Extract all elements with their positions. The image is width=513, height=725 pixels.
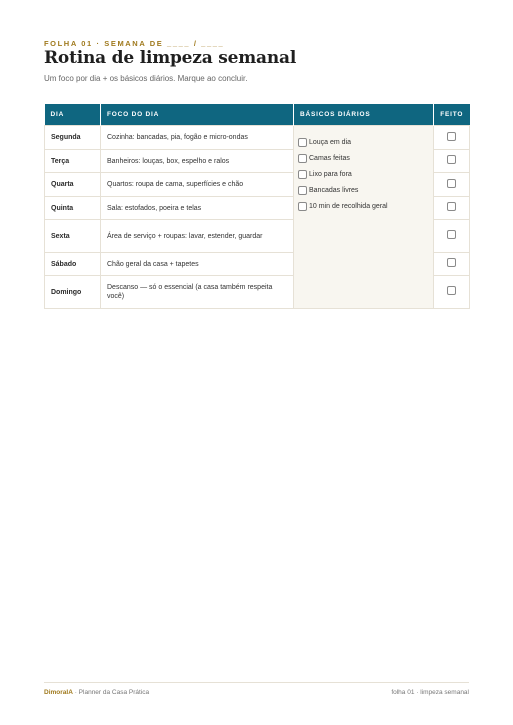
daily-basics-cell <box>294 126 434 309</box>
day-cell: Segunda <box>45 126 101 150</box>
day-cell: Sexta <box>45 220 101 253</box>
focus-cell: Chão geral da casa + tapetes <box>101 253 294 276</box>
cleaning-schedule-table <box>44 104 470 309</box>
done-cell <box>434 197 470 220</box>
done-cell <box>434 220 470 253</box>
day-cell: Domingo <box>45 276 101 309</box>
table-header-row <box>45 104 470 126</box>
page-label: folha 01 · limpeza semanal <box>391 689 469 696</box>
page-footer <box>44 682 469 696</box>
checkbox[interactable] <box>298 138 307 147</box>
focus-cell: Sala: estofados, poeira e telas <box>101 197 294 220</box>
checkbox[interactable] <box>298 170 307 179</box>
focus-cell: Descanso — só o essencial (a casa também respeita você) <box>101 276 294 309</box>
done-cell <box>434 173 470 197</box>
brand-name: DimoraIA <box>44 689 73 696</box>
day-cell: Sábado <box>45 253 101 276</box>
column-header-basics: BÁSICOS DIÁRIOS <box>294 104 434 126</box>
checkbox[interactable] <box>298 202 307 211</box>
table-row <box>45 126 470 150</box>
page-subtitle: Um foco por dia + os básicos diários. Marque ao concluir. <box>44 74 248 83</box>
focus-cell: Quartos: roupa de cama, superfícies e chão <box>101 173 294 197</box>
done-checkbox[interactable] <box>447 202 456 211</box>
done-cell <box>434 126 470 150</box>
basic-item <box>298 166 429 182</box>
week-eyebrow: FOLHA 01 · SEMANA DE ____ / ____ <box>44 39 225 48</box>
column-header-focus: FOCO DO DIA <box>101 104 294 126</box>
basic-item-label: 10 min de recolhida geral <box>309 202 388 210</box>
basic-item-label: Lixo para fora <box>309 170 352 178</box>
done-cell <box>434 253 470 276</box>
basic-item <box>298 150 429 166</box>
basic-item-label: Louça em dia <box>309 138 352 146</box>
done-checkbox[interactable] <box>447 286 456 295</box>
page-title: Rotina de limpeza semanal <box>44 48 297 68</box>
basic-item <box>298 198 429 214</box>
day-cell: Terça <box>45 150 101 173</box>
done-checkbox[interactable] <box>447 230 456 239</box>
done-checkbox[interactable] <box>447 132 456 141</box>
done-checkbox[interactable] <box>447 258 456 267</box>
footer-subtitle: · Planner da Casa Prática <box>72 689 150 696</box>
basic-item-label: Bancadas livres <box>309 186 359 194</box>
focus-cell: Cozinha: bancadas, pia, fogão e micro-ondas <box>101 126 294 150</box>
done-cell <box>434 276 470 309</box>
done-checkbox[interactable] <box>447 179 456 188</box>
focus-cell: Área de serviço + roupas: lavar, estender, guardar <box>101 220 294 253</box>
basic-item <box>298 134 429 150</box>
checkbox[interactable] <box>298 154 307 163</box>
basic-item-label: Camas feitas <box>309 154 350 162</box>
focus-cell: Banheiros: louças, box, espelho e ralos <box>101 150 294 173</box>
column-header-done: FEITO <box>434 104 470 126</box>
column-header-day: DIA <box>45 104 101 126</box>
day-cell: Quinta <box>45 197 101 220</box>
checkbox[interactable] <box>298 186 307 195</box>
done-checkbox[interactable] <box>447 155 456 164</box>
done-cell <box>434 150 470 173</box>
basic-item <box>298 182 429 198</box>
day-cell: Quarta <box>45 173 101 197</box>
